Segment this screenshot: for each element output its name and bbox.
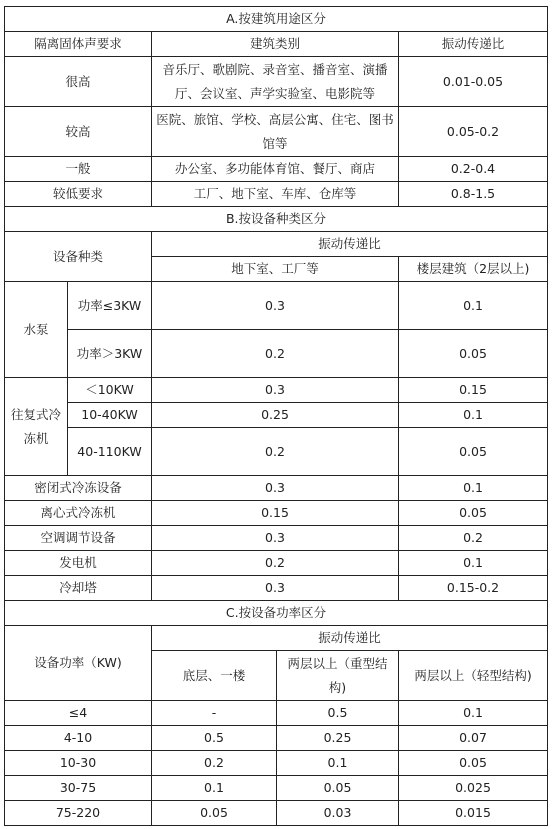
upper-ratio-cell: 0.05 — [399, 428, 548, 476]
table-row — [5, 157, 548, 182]
basement-ratio-cell: 0.2 — [152, 330, 399, 378]
table-row — [5, 701, 548, 726]
device-cell: 冷却塔 — [5, 576, 152, 601]
basement-ratio-cell: 0.3 — [152, 378, 399, 403]
table-row — [5, 282, 548, 330]
header-upper-floors: 楼层建筑（2层以上) — [399, 257, 548, 282]
ground-ratio-cell: 0.1 — [152, 776, 277, 801]
table-row — [5, 57, 548, 107]
upper-ratio-cell: 0.2 — [399, 526, 548, 551]
section-a-header-row — [5, 32, 548, 57]
requirement-cell: 很高 — [5, 57, 152, 107]
section-a-title: A.按建筑用途区分 — [5, 7, 548, 32]
power-cell: 30-75 — [5, 776, 152, 801]
section-b-title-row — [5, 207, 548, 232]
basement-ratio-cell: 0.25 — [152, 403, 399, 428]
basement-ratio-cell: 0.3 — [152, 526, 399, 551]
light-ratio-cell: 0.07 — [399, 726, 548, 751]
power-cell: 75-220 — [5, 801, 152, 826]
section-b-title: B.按设备种类区分 — [5, 207, 548, 232]
heavy-ratio-cell: 0.25 — [277, 726, 399, 751]
table-row — [5, 501, 548, 526]
chiller-label: 往复式冷冻机 — [5, 378, 68, 476]
power-cell: ≤4 — [5, 701, 152, 726]
light-ratio-cell: 0.1 — [399, 701, 548, 726]
header-isolation-requirement: 隔离固体声要求 — [5, 32, 152, 57]
device-cell: 发电机 — [5, 551, 152, 576]
heavy-ratio-cell: 0.5 — [277, 701, 399, 726]
heavy-ratio-cell: 0.05 — [277, 776, 399, 801]
device-cell: 密闭式冷冻设备 — [5, 476, 152, 501]
power-cell: 4-10 — [5, 726, 152, 751]
table-row — [5, 476, 548, 501]
header-vibration-ratio: 振动传递比 — [152, 232, 548, 257]
header-building-category: 建筑类别 — [152, 32, 399, 57]
section-c-header-row — [5, 626, 548, 651]
table-row — [5, 801, 548, 826]
upper-ratio-cell: 0.05 — [399, 330, 548, 378]
spec-cell: 40-110KW — [68, 428, 152, 476]
requirement-cell: 较高 — [5, 107, 152, 157]
light-ratio-cell: 0.015 — [399, 801, 548, 826]
table-row — [5, 551, 548, 576]
table-row — [5, 776, 548, 801]
category-cell: 医院、旅馆、学校、高层公寓、住宅、图书馆等 — [152, 107, 399, 157]
ground-ratio-cell: 0.05 — [152, 801, 277, 826]
upper-ratio-cell: 0.1 — [399, 403, 548, 428]
basement-ratio-cell: 0.2 — [152, 551, 399, 576]
category-cell: 办公室、多功能体育馆、餐厅、商店 — [152, 157, 399, 182]
device-cell: 空调调节设备 — [5, 526, 152, 551]
heavy-ratio-cell: 0.03 — [277, 801, 399, 826]
ratio-cell: 0.2-0.4 — [399, 157, 548, 182]
ground-ratio-cell: - — [152, 701, 277, 726]
upper-ratio-cell: 0.15-0.2 — [399, 576, 548, 601]
section-a-title-row — [5, 7, 548, 32]
device-cell: 离心式冷冻机 — [5, 501, 152, 526]
basement-ratio-cell: 0.3 — [152, 282, 399, 330]
header-ground-floor: 底层、一楼 — [152, 651, 277, 701]
table-row — [5, 378, 548, 403]
table-row — [5, 428, 548, 476]
light-ratio-cell: 0.05 — [399, 751, 548, 776]
upper-ratio-cell: 0.1 — [399, 551, 548, 576]
pump-label: 水泵 — [5, 282, 68, 378]
category-cell: 工厂、地下室、车库、仓库等 — [152, 182, 399, 207]
ground-ratio-cell: 0.2 — [152, 751, 277, 776]
ratio-cell: 0.8-1.5 — [399, 182, 548, 207]
spec-cell: 功率＞3KW — [68, 330, 152, 378]
vibration-ratio-table — [4, 6, 548, 826]
section-c-title: C.按设备功率区分 — [5, 601, 548, 626]
header-device-power: 设备功率（KW) — [5, 626, 152, 701]
basement-ratio-cell: 0.15 — [152, 501, 399, 526]
header-basement-factory: 地下室、工厂等 — [152, 257, 399, 282]
table-row — [5, 107, 548, 157]
basement-ratio-cell: 0.3 — [152, 476, 399, 501]
upper-ratio-cell: 0.15 — [399, 378, 548, 403]
basement-ratio-cell: 0.3 — [152, 576, 399, 601]
basement-ratio-cell: 0.2 — [152, 428, 399, 476]
upper-ratio-cell: 0.1 — [399, 476, 548, 501]
table-row — [5, 526, 548, 551]
table-row — [5, 330, 548, 378]
requirement-cell: 一般 — [5, 157, 152, 182]
light-ratio-cell: 0.025 — [399, 776, 548, 801]
table-row — [5, 576, 548, 601]
ground-ratio-cell: 0.5 — [152, 726, 277, 751]
spec-cell: 功率≤3KW — [68, 282, 152, 330]
upper-ratio-cell: 0.05 — [399, 501, 548, 526]
spec-cell: 10-40KW — [68, 403, 152, 428]
ratio-cell: 0.01-0.05 — [399, 57, 548, 107]
section-c-title-row — [5, 601, 548, 626]
header-heavy-structure: 两层以上（重型结构) — [277, 651, 399, 701]
header-device-type: 设备种类 — [5, 232, 152, 282]
table-row — [5, 403, 548, 428]
heavy-ratio-cell: 0.1 — [277, 751, 399, 776]
header-vibration-ratio: 振动传递比 — [152, 626, 548, 651]
section-b-header-row — [5, 232, 548, 257]
table-row — [5, 726, 548, 751]
spec-cell: ＜10KW — [68, 378, 152, 403]
power-cell: 10-30 — [5, 751, 152, 776]
upper-ratio-cell: 0.1 — [399, 282, 548, 330]
table-row — [5, 182, 548, 207]
category-cell: 音乐厅、歌剧院、录音室、播音室、演播厅、会议室、声学实验室、电影院等 — [152, 57, 399, 107]
header-vibration-ratio: 振动传递比 — [399, 32, 548, 57]
ratio-cell: 0.05-0.2 — [399, 107, 548, 157]
header-light-structure: 两层以上（轻型结构) — [399, 651, 548, 701]
table-row — [5, 751, 548, 776]
requirement-cell: 较低要求 — [5, 182, 152, 207]
